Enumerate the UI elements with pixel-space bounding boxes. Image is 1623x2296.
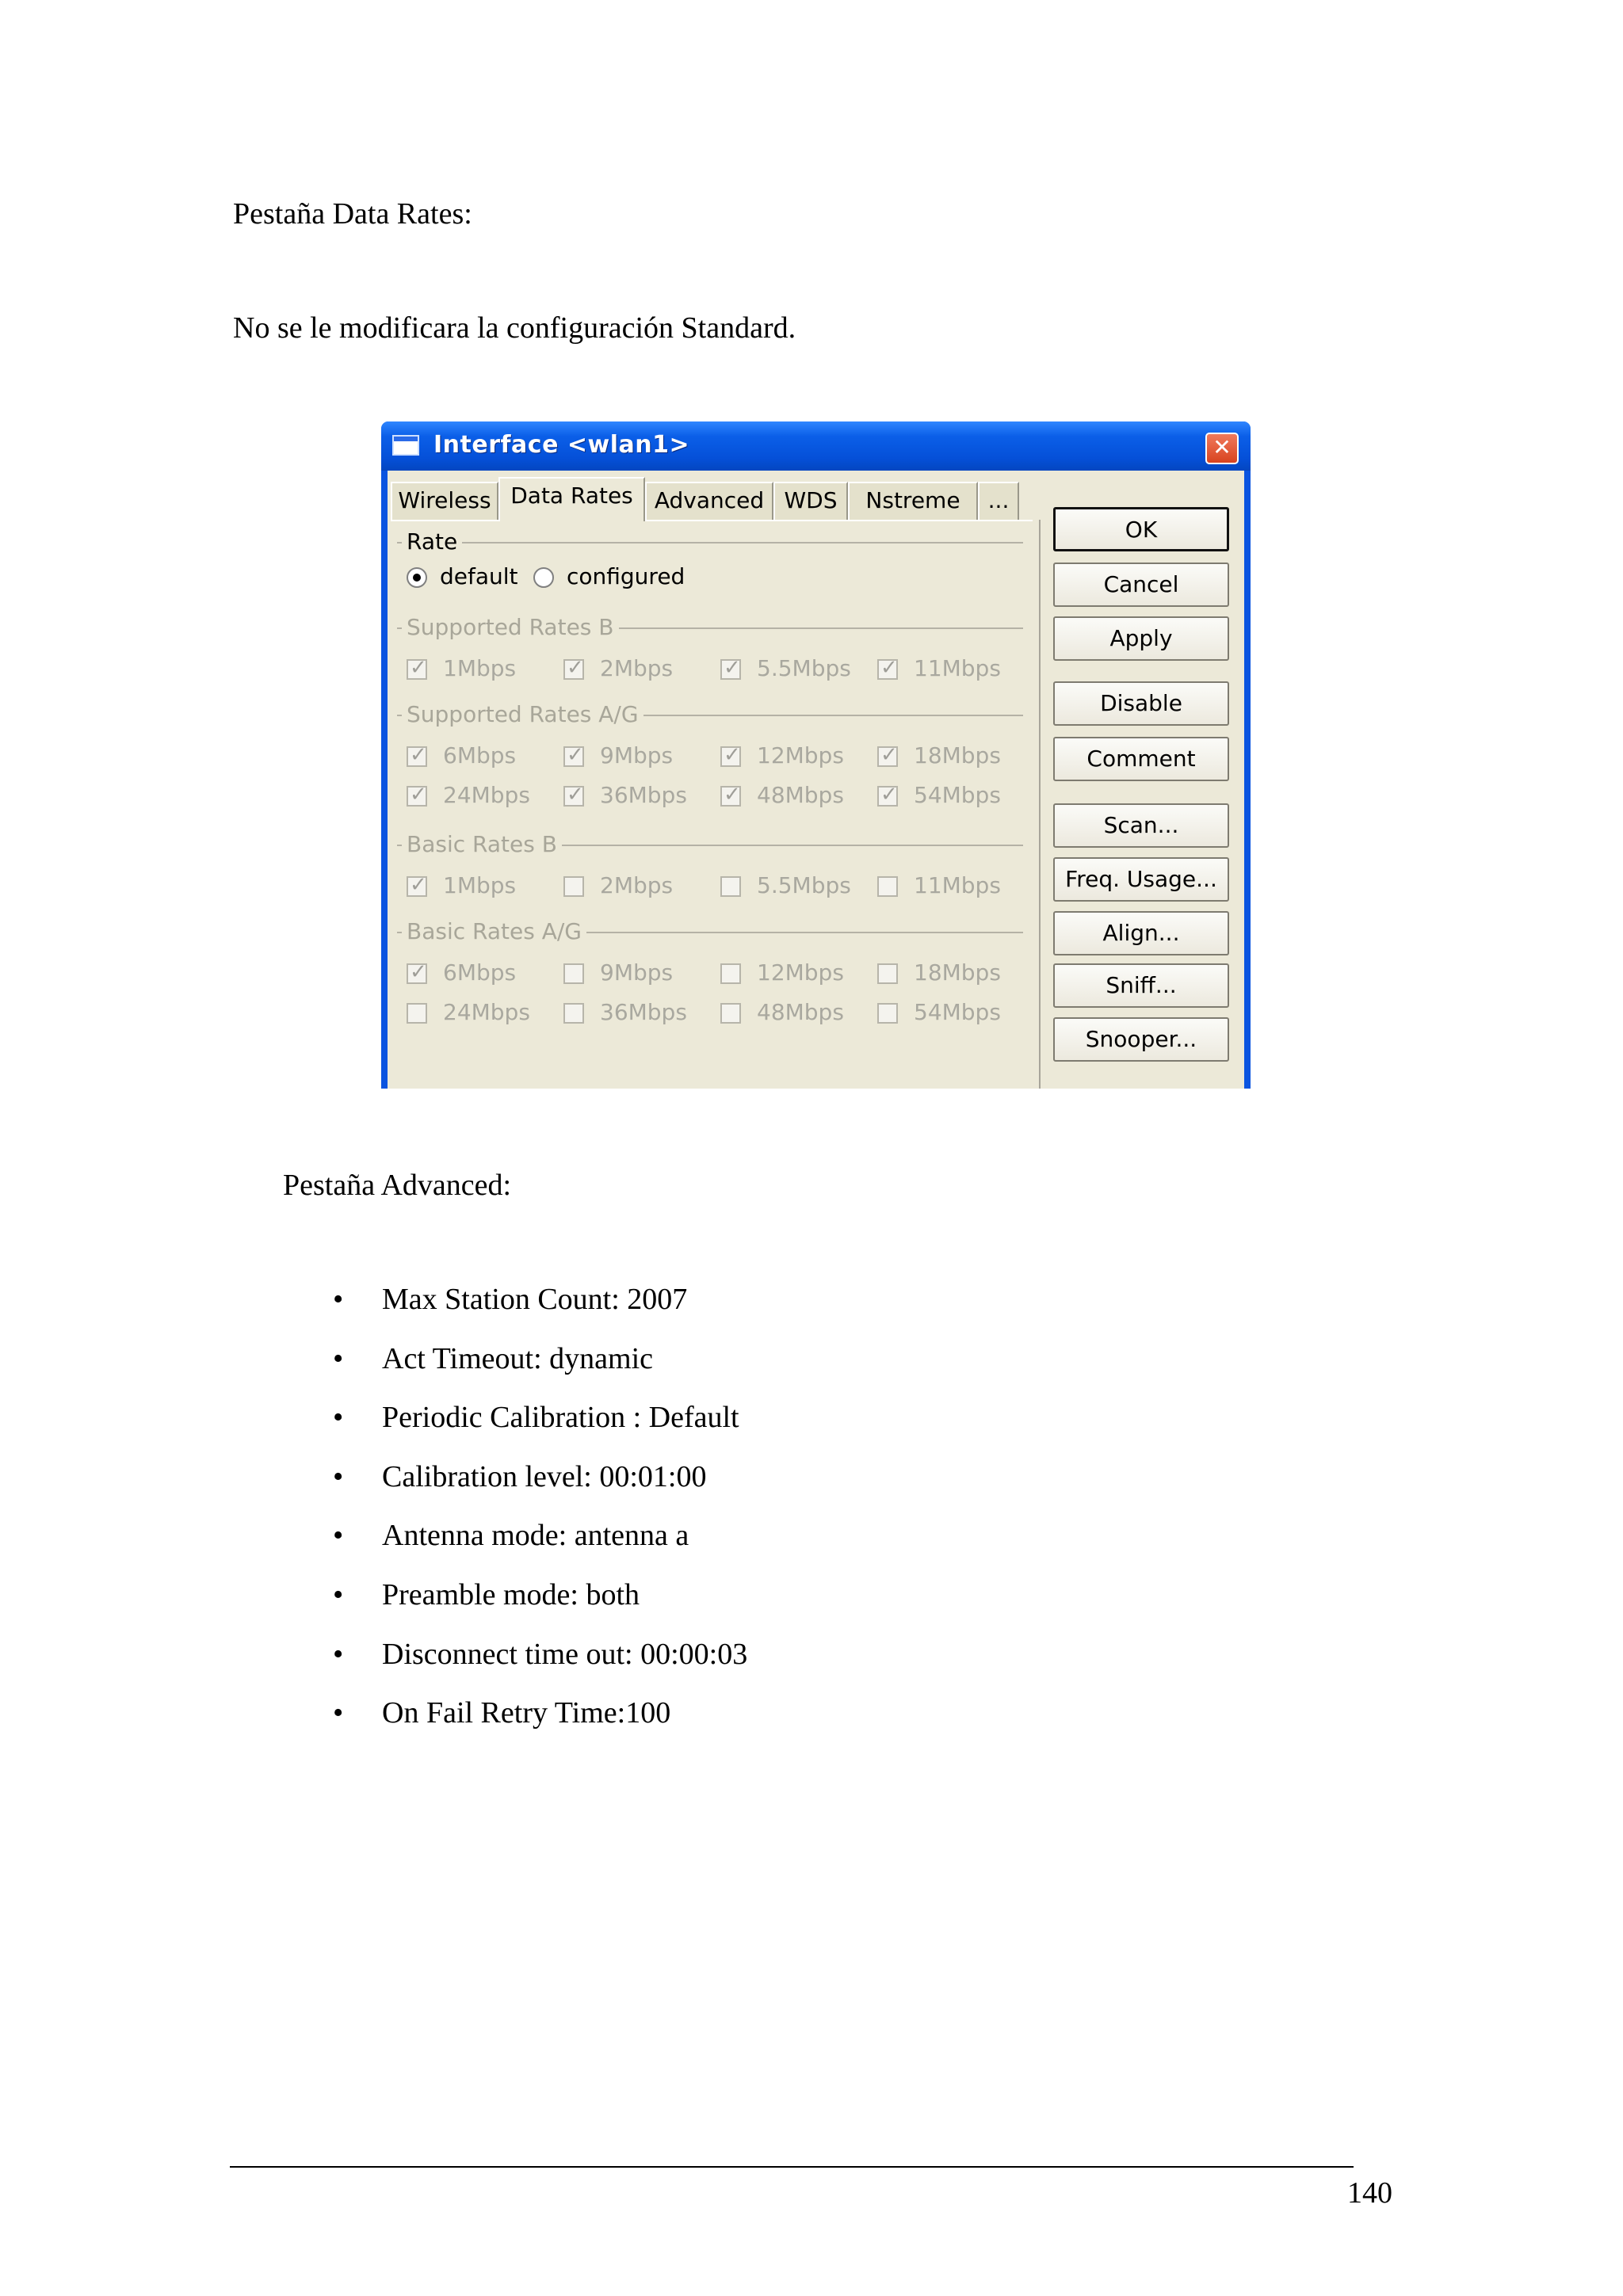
tab-wireless[interactable]: Wireless (391, 482, 498, 520)
checkbox-label: 5.5Mbps (757, 655, 851, 681)
heading-advanced: Pestaña Advanced: (283, 1169, 512, 1202)
disable-button[interactable]: Disable (1053, 681, 1229, 726)
advanced-setting-text: On Fail Retry Time:100 (382, 1696, 671, 1730)
heading-data-rates: Pestaña Data Rates: (233, 197, 472, 231)
bullet-icon: • (333, 1459, 344, 1493)
ok-button[interactable]: OK (1053, 507, 1229, 551)
checkbox-label: 11Mbps (914, 872, 1001, 898)
tab-advanced[interactable]: Advanced (645, 482, 773, 520)
checkmark-icon: ✓ (724, 656, 741, 680)
bullet-icon: • (333, 1577, 344, 1611)
checkmark-icon: ✓ (410, 743, 427, 767)
tab-more[interactable]: ... (978, 482, 1019, 520)
checkbox-basic-rates-a-g-9mbps[interactable] (563, 963, 584, 984)
radio-label-configured: configured (567, 563, 685, 589)
checkbox-supported-rates-b-11mbps[interactable] (877, 656, 898, 680)
scan-button[interactable]: Scan... (1053, 803, 1229, 848)
checkbox-label: 1Mbps (443, 872, 517, 898)
checkbox-label: 6Mbps (443, 742, 517, 769)
checkbox-basic-rates-a-g-48mbps[interactable] (720, 1003, 741, 1024)
checkmark-icon: ✓ (567, 656, 584, 680)
checkbox-supported-rates-a-g-12mbps[interactable] (720, 743, 741, 767)
apply-button[interactable]: Apply (1053, 616, 1229, 661)
window-titlebar[interactable] (381, 421, 1251, 471)
rate-group-label: Rate (402, 529, 462, 555)
align-button[interactable]: Align... (1053, 911, 1229, 955)
checkmark-icon: ✓ (410, 783, 427, 807)
paragraph-standard-config: No se le modificara la configuración Standard. (233, 311, 796, 345)
advanced-setting-text: Antenna mode: antenna a (382, 1519, 689, 1553)
checkbox-supported-rates-b-2mbps[interactable] (563, 656, 584, 680)
bullet-icon: • (333, 1696, 344, 1730)
checkmark-icon: ✓ (724, 783, 741, 807)
advanced-setting-text: Calibration level: 00:01:00 (382, 1459, 707, 1493)
cancel-button[interactable]: Cancel (1053, 563, 1229, 607)
group-supported-rates-b-label: Supported Rates B (402, 615, 619, 640)
window-icon (392, 435, 419, 456)
advanced-setting-item (333, 1282, 747, 1317)
close-icon[interactable]: ✕ (1205, 433, 1239, 464)
checkbox-label: 9Mbps (600, 959, 674, 986)
bullet-icon: • (333, 1283, 344, 1316)
checkmark-icon: ✓ (410, 656, 427, 680)
checkbox-label: 36Mbps (600, 999, 687, 1025)
window-title: Interface <wlan1> (433, 431, 690, 459)
checkbox-label: 1Mbps (443, 655, 517, 681)
rate-group-line (397, 542, 1023, 543)
checkbox-label: 2Mbps (600, 872, 674, 898)
checkbox-supported-rates-a-g-9mbps[interactable] (563, 743, 584, 767)
advanced-setting-item (333, 1400, 747, 1435)
checkbox-label: 18Mbps (914, 742, 1001, 769)
advanced-setting-item (333, 1341, 747, 1376)
checkbox-label: 48Mbps (757, 782, 844, 808)
checkmark-icon: ✓ (410, 960, 427, 984)
advanced-setting-item (333, 1695, 747, 1730)
checkbox-basic-rates-a-g-54mbps[interactable] (877, 1003, 898, 1024)
checkbox-label: 5.5Mbps (757, 872, 851, 898)
checkbox-label: 24Mbps (443, 782, 530, 808)
checkbox-basic-rates-a-g-24mbps[interactable] (407, 1003, 427, 1024)
checkbox-supported-rates-a-g-36mbps[interactable] (563, 783, 584, 807)
checkbox-label: 12Mbps (757, 742, 844, 769)
snooper-button[interactable]: Snooper... (1053, 1017, 1229, 1062)
radio-selected-dot (413, 574, 421, 582)
checkbox-supported-rates-a-g-24mbps[interactable] (407, 783, 427, 807)
checkbox-label: 6Mbps (443, 959, 517, 986)
checkbox-label: 24Mbps (443, 999, 530, 1025)
advanced-setting-text: Periodic Calibration : Default (382, 1401, 739, 1435)
bullet-icon: • (333, 1519, 344, 1553)
checkmark-icon: ✓ (724, 743, 741, 767)
checkmark-icon: ✓ (567, 783, 584, 807)
radio-default[interactable] (407, 567, 427, 588)
group-basic-rates-a-g-label: Basic Rates A/G (402, 919, 586, 944)
advanced-setting-text: Preamble mode: both (382, 1577, 640, 1611)
group-basic-rates-b-label: Basic Rates B (402, 832, 562, 857)
bullet-icon: • (333, 1401, 344, 1435)
advanced-setting-text: Disconnect time out: 00:00:03 (382, 1637, 748, 1671)
checkmark-icon: ✓ (880, 783, 898, 807)
checkmark-icon: ✓ (880, 743, 898, 767)
interface-window (381, 421, 1251, 1089)
checkbox-supported-rates-a-g-6mbps[interactable] (407, 743, 427, 767)
checkbox-basic-rates-b-5-5mbps[interactable] (720, 876, 741, 897)
checkbox-supported-rates-b-1mbps[interactable] (407, 656, 427, 680)
tab-data-rates[interactable]: Data Rates (498, 477, 645, 521)
radio-label-default: default (440, 563, 518, 589)
group-supported-rates-a-g-label: Supported Rates A/G (402, 702, 643, 727)
window-client-area (388, 471, 1244, 1089)
checkmark-icon: ✓ (567, 743, 584, 767)
checkbox-basic-rates-a-g-6mbps[interactable] (407, 960, 427, 984)
checkbox-label: 54Mbps (914, 782, 1001, 808)
checkbox-supported-rates-a-g-18mbps[interactable] (877, 743, 898, 767)
checkbox-label: 11Mbps (914, 655, 1001, 681)
advanced-setting-item (333, 1459, 747, 1494)
checkbox-label: 48Mbps (757, 999, 844, 1025)
comment-button[interactable]: Comment (1053, 737, 1229, 781)
checkbox-basic-rates-b-1mbps[interactable] (407, 873, 427, 897)
checkbox-supported-rates-a-g-48mbps[interactable] (720, 783, 741, 807)
checkbox-supported-rates-b-5-5mbps[interactable] (720, 656, 741, 680)
bullet-icon: • (333, 1637, 344, 1671)
checkmark-icon: ✓ (410, 873, 427, 897)
advanced-setting-text: Max Station Count: 2007 (382, 1283, 688, 1316)
tab-nstreme[interactable]: Nstreme (848, 482, 978, 520)
advanced-setting-text: Act Timeout: dynamic (382, 1341, 653, 1375)
sniff-button[interactable]: Sniff... (1053, 963, 1229, 1008)
checkmark-icon: ✓ (880, 656, 898, 680)
bullet-icon: • (333, 1341, 344, 1375)
footer-rule (230, 2166, 1354, 2168)
radio-configured[interactable] (533, 567, 554, 588)
checkbox-basic-rates-b-11mbps[interactable] (877, 876, 898, 897)
data-rates-panel (391, 520, 1033, 1089)
advanced-settings-list (333, 1282, 747, 1755)
checkbox-label: 2Mbps (600, 655, 674, 681)
checkbox-label: 36Mbps (600, 782, 687, 808)
page-number: 140 (1347, 2176, 1392, 2210)
advanced-setting-item (333, 1518, 747, 1553)
tab-wds[interactable]: WDS (773, 482, 848, 520)
checkbox-basic-rates-a-g-18mbps[interactable] (877, 963, 898, 984)
advanced-setting-item (333, 1577, 747, 1612)
checkbox-basic-rates-a-g-12mbps[interactable] (720, 963, 741, 984)
checkbox-basic-rates-b-2mbps[interactable] (563, 876, 584, 897)
checkbox-label: 18Mbps (914, 959, 1001, 986)
checkbox-label: 54Mbps (914, 999, 1001, 1025)
freq-usage-button[interactable]: Freq. Usage... (1053, 857, 1229, 902)
checkbox-basic-rates-a-g-36mbps[interactable] (563, 1003, 584, 1024)
checkbox-supported-rates-a-g-54mbps[interactable] (877, 783, 898, 807)
checkbox-label: 12Mbps (757, 959, 844, 986)
checkbox-label: 9Mbps (600, 742, 674, 769)
advanced-setting-item (333, 1637, 747, 1672)
panel-separator (1039, 520, 1041, 1089)
